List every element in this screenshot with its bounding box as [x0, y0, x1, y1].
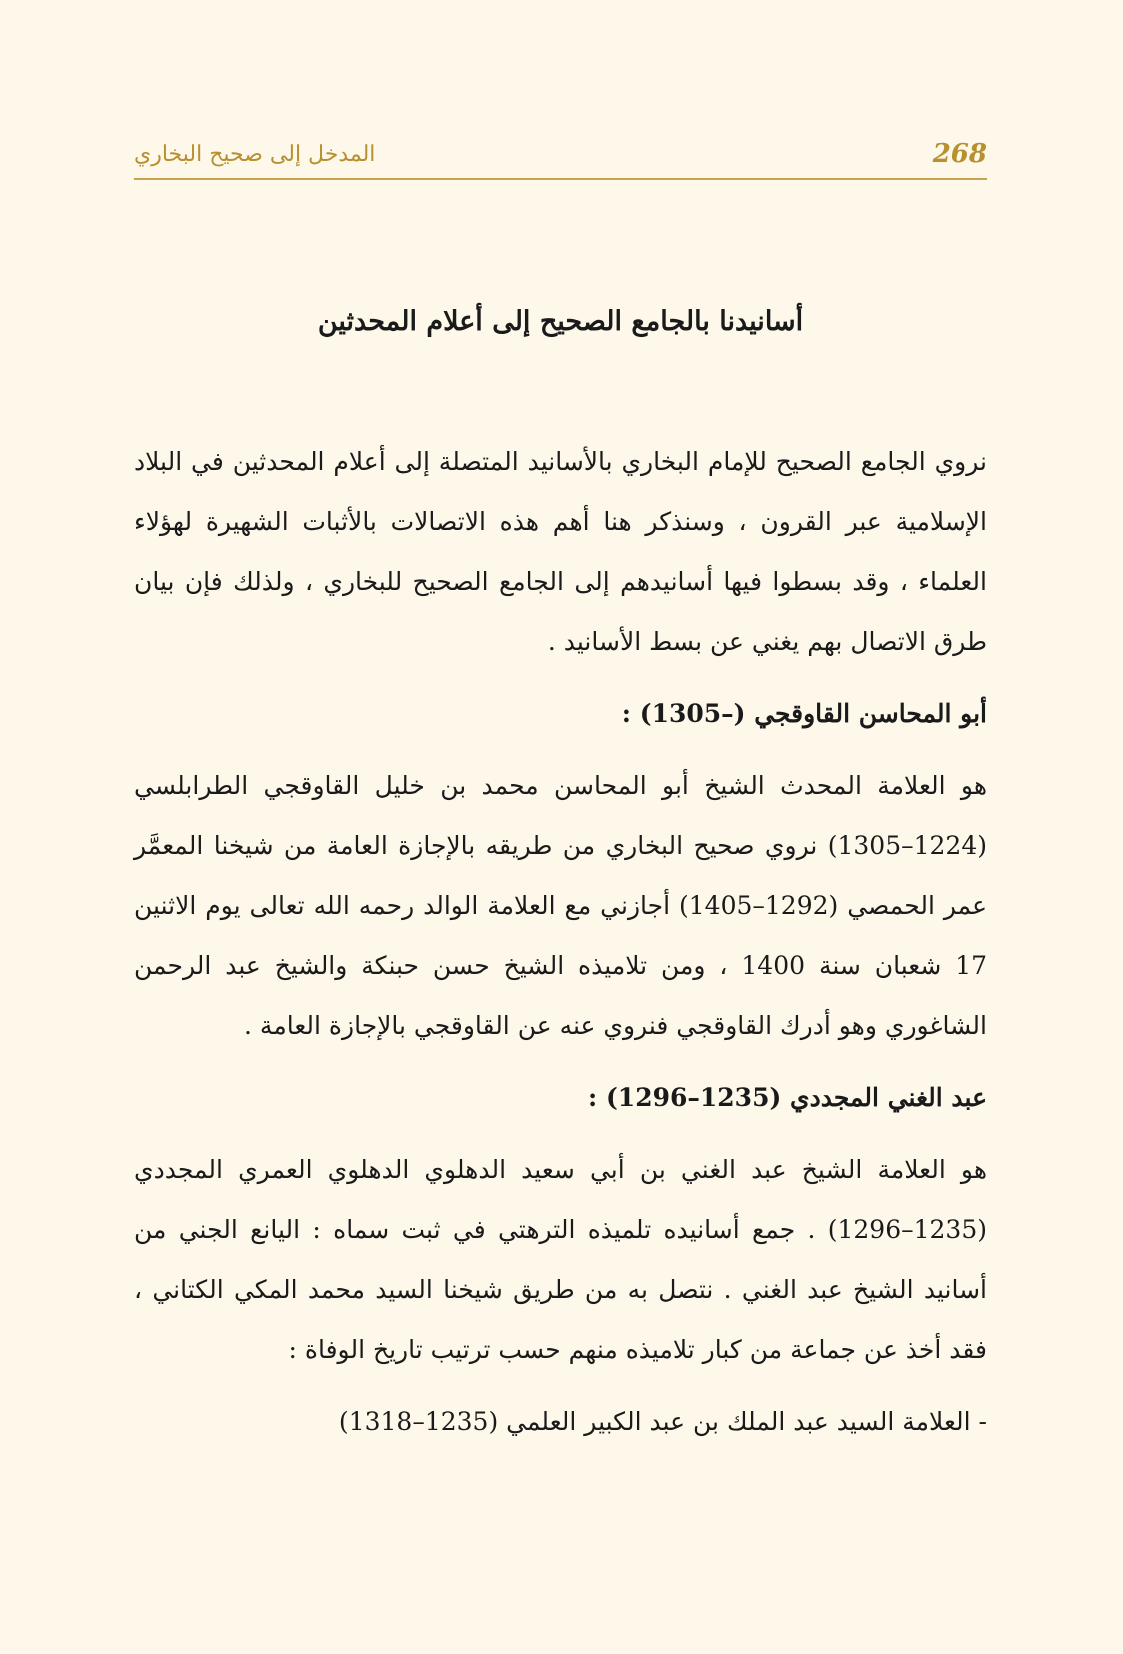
running-head: المدخل إلى صحيح البخاري [134, 141, 376, 167]
section-paragraph-mujaddidi: هو العلامة الشيخ عبد الغني بن أبي سعيد الدهلوي الدهلوي العمري المجددي (1235–1296) . جمع أسانيده تلميذه الترهتي في ثبت سماه : اليانع الجني من أسانيد الشيخ عبد الغني . نتصل به من طريق شيخنا السيد محمد المكي الكتاني ، فقد أخذ عن جماعة من كبار تلاميذه منهم حسب ترتيب تاريخ الوفاة : [134, 1155, 987, 1364]
chapter-title: أسانيدنا بالجامع الصحيح إلى أعلام المحدثين [317, 306, 804, 338]
section-paragraph-qawuqji: هو العلامة المحدث الشيخ أبو المحاسن محمد بن خليل القاوقجي الطرابلسي (1224–1305) نروي صحيح البخاري من طريقه بالإجازة العامة من شيخنا المعمَّر عمر الحمصي (1292–1405) أجازني مع العلامة الوالد رحمه الله تعالى يوم الاثنين 17 شعبان سنة 1400 ، ومن تلاميذه الشيخ حسن حبنكة والشيخ عبد الرحمن الشاغوري وهو أدرك القاوقجي فنروي عنه عن القاوقجي بالإجازة العامة . [134, 771, 988, 1040]
intro-paragraph: نروي الجامع الصحيح للإمام البخاري بالأسانيد المتصلة إلى أعلام المحدثين في البلاد الإسلامية عبر القرون ، وسنذكر هنا أهم هذه الاتصالات بالأثبات الشهيرة لهؤلاء العلماء ، وقد بسطوا فيها أسانيدهم إلى الجامع الصحيح للبخاري ، ولذلك فإن بيان طرق الاتصال بهم يغني عن بسط الأسانيد . [134, 447, 987, 656]
body-text [134, 432, 987, 1452]
section-heading-qawuqji: أبو المحاسن القاوقجي (–1305) : [621, 699, 987, 728]
page-number: 268 [932, 139, 987, 169]
list-item: - العلامة السيد عبد الملك بن عبد الكبير العلمي (1235–1318) [338, 1407, 987, 1436]
page-header [134, 130, 987, 180]
section-heading-mujaddidi: عبد الغني المجددي (1235–1296) : [588, 1083, 987, 1112]
